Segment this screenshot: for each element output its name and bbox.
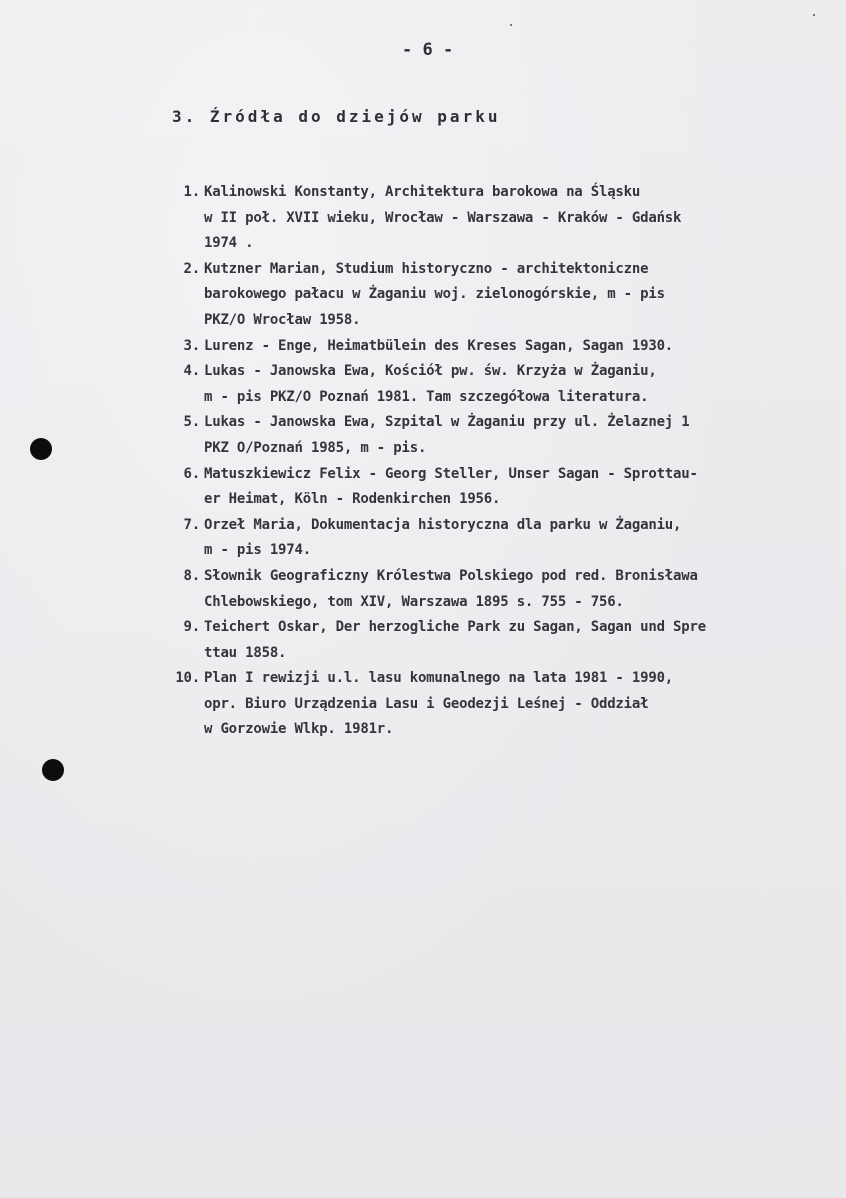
entry-line: ttau 1858. <box>204 644 287 661</box>
entry-number: 6. <box>183 465 200 482</box>
entry-number: 4. <box>183 363 200 380</box>
entry-number: 2. <box>183 260 200 277</box>
bibliography-entry <box>160 180 846 257</box>
entry-text <box>204 410 846 461</box>
entry-line: Plan I rewizji u.l. lasu komunalnego na lata 1981 - 1990, <box>204 670 674 687</box>
section-title: Źródła do dziejów parku <box>209 107 501 126</box>
entry-text <box>204 615 846 666</box>
bibliography-entry <box>160 462 846 513</box>
entry-line: m - pis PKZ/O Poznań 1981. Tam szczegółowa literatura. <box>204 388 649 405</box>
section-number: 3. <box>172 107 198 126</box>
page-number: - 6 - <box>402 40 454 60</box>
paper-speck <box>813 14 815 16</box>
entry-line: Teichert Oskar, Der herzogliche Park zu Sagan, Sagan und Spre <box>204 619 706 636</box>
entry-line: PKZ/O Wrocław 1958. <box>204 311 361 328</box>
entry-line: Chlebowskiego, tom XIV, Warszawa 1895 s. 755 - 756. <box>204 593 624 610</box>
punch-hole <box>42 759 64 781</box>
entry-number: 1. <box>183 184 200 200</box>
entry-text <box>204 666 846 743</box>
entry-text <box>204 180 846 257</box>
entry-text <box>204 257 846 334</box>
entry-line: Orzeł Maria, Dokumentacja historyczna dla parku w Żaganiu, <box>204 516 682 533</box>
entry-number: 8. <box>183 567 200 584</box>
entry-line: Lurenz - Enge, Heimatbülein des Kreses Sagan, Sagan 1930. <box>204 337 674 354</box>
entry-line: Słownik Geograficzny Królestwa Polskiego pod red. Bronisława <box>204 567 698 584</box>
bibliography-entry <box>160 257 846 334</box>
entry-line: m - pis 1974. <box>204 542 311 559</box>
entry-number: 10. <box>175 670 200 687</box>
section-heading <box>172 107 500 126</box>
bibliography-entry <box>160 564 846 615</box>
entry-line: 1974 . <box>204 235 254 252</box>
entry-text <box>204 564 846 615</box>
entry-number: 3. <box>183 337 200 354</box>
entry-line: er Heimat, Köln - Rodenkirchen 1956. <box>204 491 501 508</box>
bibliography-entry <box>160 615 846 666</box>
entry-line: barokowego pałacu w Żaganiu woj. zielonogórskie, m - pis <box>204 286 665 303</box>
entry-number: 5. <box>183 414 200 431</box>
bibliography-list <box>160 180 846 743</box>
entry-line: PKZ O/Poznań 1985, m - pis. <box>204 439 427 456</box>
bibliography-entry <box>160 334 846 360</box>
entry-text <box>204 513 846 564</box>
entry-text <box>204 359 846 410</box>
entry-line: Kutzner Marian, Studium historyczno - architektoniczne <box>204 260 649 277</box>
entry-number: 7. <box>183 516 200 533</box>
entry-line: Lukas - Janowska Ewa, Kościół pw. św. Krzyża w Żaganiu, <box>204 363 657 380</box>
bibliography-entry <box>160 410 846 461</box>
entry-number: 9. <box>183 619 200 636</box>
entry-text <box>204 462 846 513</box>
entry-line: Matuszkiewicz Felix - Georg Steller, Unser Sagan - Sprottau- <box>204 465 698 482</box>
entry-line: Kalinowski Konstanty, Architektura barokowa na Śląsku <box>204 184 641 200</box>
punch-hole <box>30 438 52 460</box>
entry-line: opr. Biuro Urządzenia Lasu i Geodezji Leśnej - Oddział <box>204 695 649 712</box>
bibliography-entry <box>160 359 846 410</box>
entry-line: w Gorzowie Wlkp. 1981r. <box>204 721 394 738</box>
entry-line: Lukas - Janowska Ewa, Szpital w Żaganiu przy ul. Żelaznej 1 <box>204 414 690 431</box>
entry-text <box>204 334 846 360</box>
bibliography-entry <box>160 513 846 564</box>
bibliography-entry <box>160 666 846 743</box>
entry-line: w II poł. XVII wieku, Wrocław - Warszawa - Kraków - Gdańsk <box>204 209 682 226</box>
paper-speck <box>510 24 512 26</box>
